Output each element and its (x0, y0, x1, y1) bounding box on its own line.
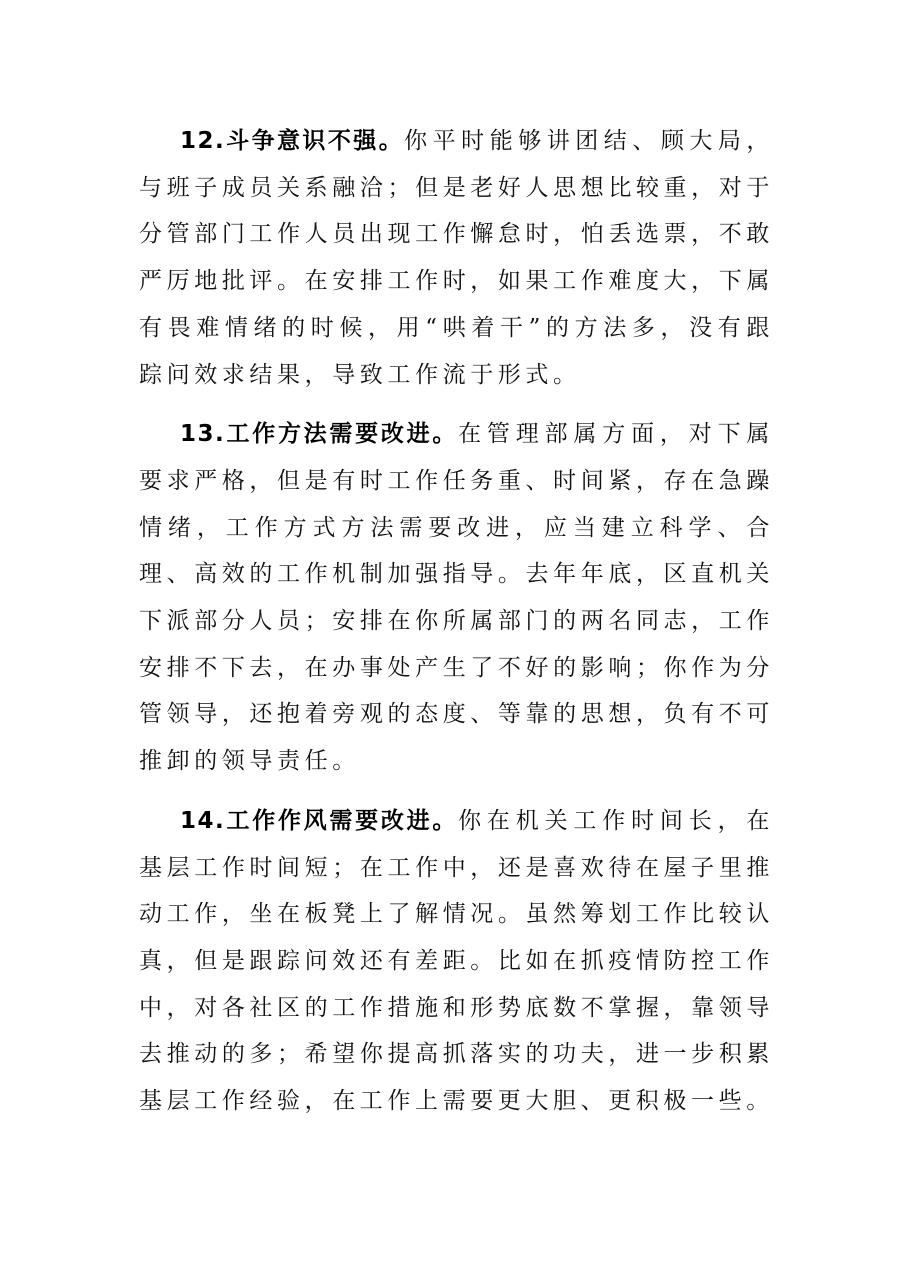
paragraph-heading: 12.斗争意识不强。 (180, 128, 405, 154)
paragraph-12 (139, 118, 774, 398)
document-body (139, 118, 774, 1138)
paragraph-heading: 13.工作方法需要改进。 (180, 421, 459, 448)
paragraph-text: 你平时能够讲团结、顾大局，与班子成员关系融洽；但是老好人思想比较重，对于分管部门工作人员出现工作懈怠时，怕丢选票，不敢严厉地批评。在安排工作时，如果工作难度大，下属有畏难情绪的时候，用“哄着干”的方法多，没有跟踪问效求结果，导致工作流于形式。 (139, 128, 774, 388)
paragraph-text: 在管理部属方面，对下属要求严格，但是有时工作任务重、时间紧，存在急躁情绪，工作方式方法需要改进，应当建立科学、合理、高效的工作机制加强指导。去年年底，区直机关下派部分人员；安排在你所属部门的两名同志，工作安排不下去，在办事处产生了不好的影响；你作为分管领导，还抱着旁观的态度、等靠的思想，负有不可推卸的领导责任。 (139, 421, 774, 775)
paragraph-heading: 14.工作作风需要改进。 (180, 807, 459, 834)
paragraph-14 (139, 798, 774, 1125)
paragraph-text: 你在机关工作时间长，在基层工作时间短；在工作中，还是喜欢待在屋子里推动工作，坐在板凳上了解情况。虽然筹划工作比较认真，但是跟踪问效还有差距。比如在抓疫情防控工作中，对各社区的工作措施和形势底数不掌握，靠领导去推动的多；希望你提高抓落实的功夫，进一步积累基层工作经验，在工作上需要更大胆、更积极一些。 (139, 807, 774, 1115)
paragraph-13 (139, 411, 774, 785)
